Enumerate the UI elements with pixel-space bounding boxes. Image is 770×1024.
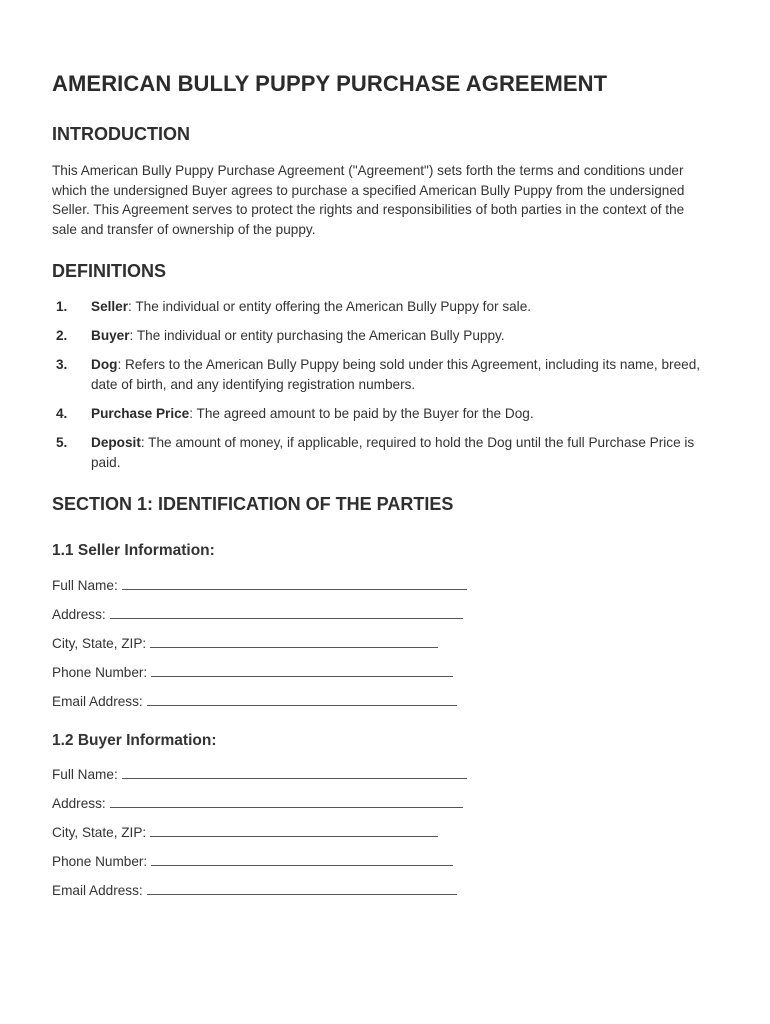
seller-email-address-field[interactable]: [52, 691, 457, 709]
definition-term: Buyer: [91, 328, 130, 344]
seller-city-state-zip-field[interactable]: [52, 633, 438, 651]
seller-full-name-field[interactable]: [52, 575, 467, 593]
buyer-email-address-field[interactable]: [52, 880, 457, 898]
definition-term: Purchase Price: [91, 405, 190, 421]
field-label: Phone Number:: [52, 854, 148, 869]
definition-number: 3.: [56, 357, 68, 373]
buyer-full-name-blank[interactable]: [122, 764, 467, 779]
field-label: Full Name:: [52, 578, 118, 593]
definition-text: : The amount of money, if applicable, required to hold the Dog until the full Purchase Price is paid.: [91, 434, 695, 470]
field-label: Address:: [52, 607, 106, 622]
field-label: Phone Number:: [52, 665, 148, 680]
definition-number: 2.: [56, 328, 68, 344]
definition-item-purchase-price: [52, 404, 712, 424]
seller-address-field[interactable]: [52, 604, 463, 622]
field-label: Email Address:: [52, 883, 143, 898]
definition-term: Deposit: [91, 434, 141, 450]
definition-number: 4.: [56, 405, 68, 421]
definition-item-buyer: [52, 326, 712, 346]
definition-text: : The individual or entity purchasing the American Bully Puppy.: [129, 328, 505, 344]
field-label: Address:: [52, 796, 106, 811]
field-label: Full Name:: [52, 767, 118, 782]
definition-term: Seller: [91, 299, 129, 314]
definition-number: 1.: [56, 299, 68, 314]
field-label: City, State, ZIP:: [52, 825, 147, 840]
definition-term: Dog: [91, 357, 118, 373]
definition-text: : The agreed amount to be paid by the Buyer for the Dog.: [189, 405, 534, 421]
seller-city-state-zip-blank[interactable]: [150, 633, 438, 648]
definition-item-dog: [52, 355, 712, 394]
buyer-phone-number-field[interactable]: [52, 851, 453, 869]
buyer-full-name-field[interactable]: [52, 764, 467, 782]
introduction-heading: INTRODUCTION: [52, 124, 190, 144]
definitions-heading: DEFINITIONS: [52, 261, 167, 281]
definition-number: 5.: [56, 434, 68, 450]
seller-email-address-blank[interactable]: [147, 691, 457, 706]
seller-full-name-blank[interactable]: [122, 575, 467, 590]
definition-item-deposit: [52, 433, 712, 472]
section-1-heading: SECTION 1: IDENTIFICATION OF THE PARTIES: [52, 494, 454, 514]
buyer-address-field[interactable]: [52, 793, 463, 811]
buyer-address-blank[interactable]: [110, 793, 463, 808]
seller-phone-number-blank[interactable]: [151, 662, 453, 677]
definition-text: : Refers to the American Bully Puppy being sold under this Agreement, including its name, breed, date of birth, and any identifying registration numbers.: [91, 357, 701, 392]
buyer-phone-number-blank[interactable]: [151, 851, 453, 866]
seller-address-blank[interactable]: [110, 604, 463, 619]
buyer-city-state-zip-field[interactable]: [52, 822, 438, 840]
field-label: Email Address:: [52, 694, 143, 709]
buyer-city-state-zip-blank[interactable]: [150, 822, 438, 837]
document-title: AMERICAN BULLY PUPPY PURCHASE AGREEMENT: [52, 71, 608, 96]
buyer-info-heading: 1.2 Buyer Information:: [52, 732, 217, 749]
definition-item-seller: [52, 297, 712, 317]
seller-info-heading: 1.1 Seller Information:: [52, 542, 215, 559]
seller-phone-number-field[interactable]: [52, 662, 453, 680]
definition-text: : The individual or entity offering the American Bully Puppy for sale.: [128, 299, 532, 314]
introduction-paragraph: This American Bully Puppy Purchase Agreement ("Agreement") sets forth the terms and conditions under which the undersigned Buyer agrees to purchase a specified American Bully Puppy from the undersigned Seller. This Agreement serves to protect the rights and responsibilities of both parties in the context of the sale and transfer of ownership of the puppy.: [52, 163, 685, 237]
definitions-list: [52, 297, 712, 482]
buyer-email-address-blank[interactable]: [147, 880, 457, 895]
field-label: City, State, ZIP:: [52, 636, 147, 651]
